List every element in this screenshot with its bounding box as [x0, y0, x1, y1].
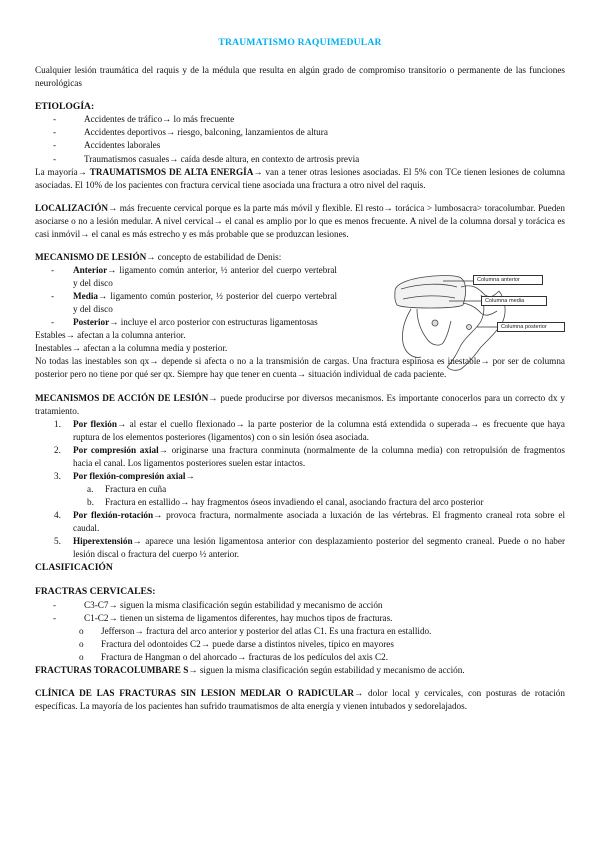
mecanismo-heading-line — [35, 251, 337, 264]
list-item — [87, 483, 565, 496]
list-item — [54, 535, 565, 561]
list-item: - Accidentes de tráfico→ lo más frecuente — [72, 113, 565, 126]
clinica-paragraph — [35, 687, 565, 713]
text-span: ligamento común posterior, ½ posterior del cuerpo vertebral y del disco — [73, 291, 337, 315]
fracturas-cervicales-list — [35, 599, 565, 625]
intro-paragraph: Cualquier lesión traumática del raquis y de la médula que resulta en algún grado de compromiso transitorio o permanente de las funciones neurológicas — [35, 64, 565, 88]
mecanismos-accion-heading: MECANISMOS DE ACCIÓN DE LESIÓN→ — [35, 392, 218, 403]
list-item: - Traumatismos casuales→ caída desde altura, en contexto de artrosis previa — [72, 153, 565, 166]
document-page — [35, 36, 565, 713]
list-number: 4. — [54, 510, 61, 521]
text-span: → al estar el cuello flexionado→ la parte posterior de la columna está extendida o superada→ es frecuente que haya ruptura de los elementos posteriores (ligamentos) con o sin lesión ósea asociada. — [73, 418, 565, 442]
mecanismos-list — [35, 418, 565, 562]
localizacion-heading: LOCALIZACIÓN→ — [35, 202, 118, 213]
page-title: TRAUMATISMO RAQUIMEDULAR — [218, 37, 382, 48]
bold-term: Por flexión-compresión axial — [73, 470, 186, 481]
text-span: → — [185, 470, 195, 481]
list-item — [54, 470, 565, 509]
etiologia-list — [35, 113, 565, 165]
list-item — [59, 264, 337, 290]
no-todas-paragraph: No todas las inestables son qx→ depende si afecta o no a la transmisión de cargas. Una fractura espinosa es inestable→ por ser de columna posterior pero no tiene por qué ser qx. Siempre hay que tener en cuenta→ situación individual de cada paciente. — [35, 356, 565, 380]
list-number: 1. — [54, 418, 61, 429]
text-span: → concepto de estabilidad de Denis: — [146, 251, 282, 262]
clinica-heading: CLÍNICA DE LAS FRACTURAS SIN LESION MEDLAR O RADICULAR — [35, 687, 355, 698]
text-span: Fractura en estallido→ hay fragmentos óseos invadiendo el canal, asociando fractura del arco posterior — [105, 497, 484, 508]
list-item: - C1-C2→ tienen un sistema de ligamentos diferentes, hay muchos tipos de fracturas. — [72, 612, 565, 625]
etiologia-heading: ETIOLOGÍA: — [35, 100, 95, 112]
list-item — [87, 496, 565, 509]
text-span: Fractura en cuña — [105, 483, 167, 494]
list-item: - Accidentes deportivos→ riesgo, balconing, lanzamientos de altura — [72, 126, 565, 139]
text-span: aparece una lesión ligamentosa anterior con desplazamiento posterior del segmento craneal. Puede o no haber lesión discal o fractura del cuerpo ½ anterior. — [73, 536, 565, 560]
bold-term: Media→ — [73, 291, 108, 302]
figure-label-media: Columna media — [481, 296, 547, 306]
text-span: La mayoría→ — [35, 166, 90, 177]
flexion-compresion-sublist — [73, 483, 565, 509]
mecanismo-section — [35, 251, 565, 382]
figure-label-anterior: Columna anterior — [473, 275, 543, 285]
denis-columns-list — [35, 264, 337, 329]
text-span: provoca fractura, normalmente asociada a luxación de las vértebras. El fragmento craneal rota sobre el caudal. — [73, 510, 565, 534]
text-span: → dolor local y cervicales, con posturas de rotación específicas. La mayoría de los pacientes han sufrido traumatismos de alta energía y vienen intubados y sedorelajados. — [35, 687, 565, 711]
mecanismo-heading: MECANISMO DE LESIÓN — [35, 251, 147, 262]
list-letter: b. — [87, 497, 94, 508]
list-item: o Fractura de Hangman o del ahorcado→ fracturas de los pedículos del axis C2. — [91, 651, 565, 664]
bold-term: Hiperextensión→ — [73, 536, 142, 547]
bold-term: TRAUMATISMOS DE ALTA ENERGÍA — [89, 166, 254, 177]
list-number: 3. — [54, 470, 61, 481]
list-item: - C3-C7→ siguen la misma clasificación según estabilidad y mecanismo de acción — [72, 599, 565, 612]
figure-label-posterior: Columna posterior — [497, 322, 565, 332]
bold-term: Por flexión — [73, 418, 118, 429]
inestables-line: Inestables→ afectan a la columna media y posterior. — [35, 343, 228, 354]
list-item — [59, 290, 337, 316]
c1-c2-sublist — [35, 625, 565, 664]
bold-term: Anterior→ — [73, 264, 117, 275]
list-letter: a. — [87, 483, 94, 494]
localizacion-paragraph — [35, 202, 565, 241]
clasificacion-heading: CLASIFICACIÓN — [35, 562, 113, 574]
toracolumbares-heading: FRACTURAS TORACOLUMBARE S→ — [35, 664, 198, 675]
text-span: puede producirse por diversos mecanismos. Es importante conocerlos para un correcto dx y tratamiento. — [35, 392, 565, 416]
text-span: siguen la misma clasificación según estabilidad y mecanismo de acción. — [197, 664, 465, 675]
toracolumbares-paragraph — [35, 664, 565, 677]
bold-term: Posterior→ — [73, 317, 119, 328]
list-number: 2. — [54, 444, 61, 455]
mecanismos-accion-paragraph — [35, 392, 565, 418]
etiologia-paragraph — [35, 166, 565, 192]
list-number: 5. — [54, 536, 61, 547]
text-span: ligamento común anterior, ½ anterior del cuerpo vertebral y del disco — [73, 264, 337, 289]
fracturas-cervicales-heading: FRACTRAS CERVICALES: — [35, 585, 156, 597]
list-item — [54, 444, 565, 470]
estables-line: Estables→ afectan a la columna anterior. — [35, 330, 186, 341]
bold-term: Por flexión-rotación→ — [73, 510, 163, 521]
list-item: - Accidentes laborales — [72, 139, 565, 152]
bold-term: Por compresión axial→ — [73, 444, 168, 455]
vertebra-figure — [381, 265, 567, 373]
text-span: más frecuente cervical porque es la parte más móvil y flexible. El resto→ torácica > lumbosacra> toracolumbar. Pueden asociarse o no a lesión medular. A nivel cervical→ el canal es amplio por lo que es menos frecuente. A nivel de la columna dorsal y torácica es casi inmóvil→ el canal es más estrecho y es más probable que se produzcan lesiones. — [35, 202, 565, 239]
text-span: originarse una fractura conminuta (normalmente de la columna media) con retropulsión de fragmentos hacia el canal. Los ligamentos posteriores suelen estar intactos. — [73, 444, 565, 468]
list-item — [54, 418, 565, 444]
list-item — [54, 509, 565, 535]
list-item — [59, 316, 337, 329]
text-span: → van a tener otras lesiones asociadas. El 5% con TCe tienen lesiones de columna asociadas. El 10% de los pacientes con fractura cervical tiene asociada una fractura a otro nivel del raquis. — [35, 166, 565, 190]
list-item: o Fractura del odontoides C2→ puede darse a distintos niveles, típico en mayores — [91, 638, 565, 651]
list-item: o Jefferson→ fractura del arco anterior y posterior del atlas C1. Es una fractura en estallido. — [91, 625, 565, 638]
text-span: incluye el arco posterior con estructuras ligamentosas — [118, 317, 318, 328]
